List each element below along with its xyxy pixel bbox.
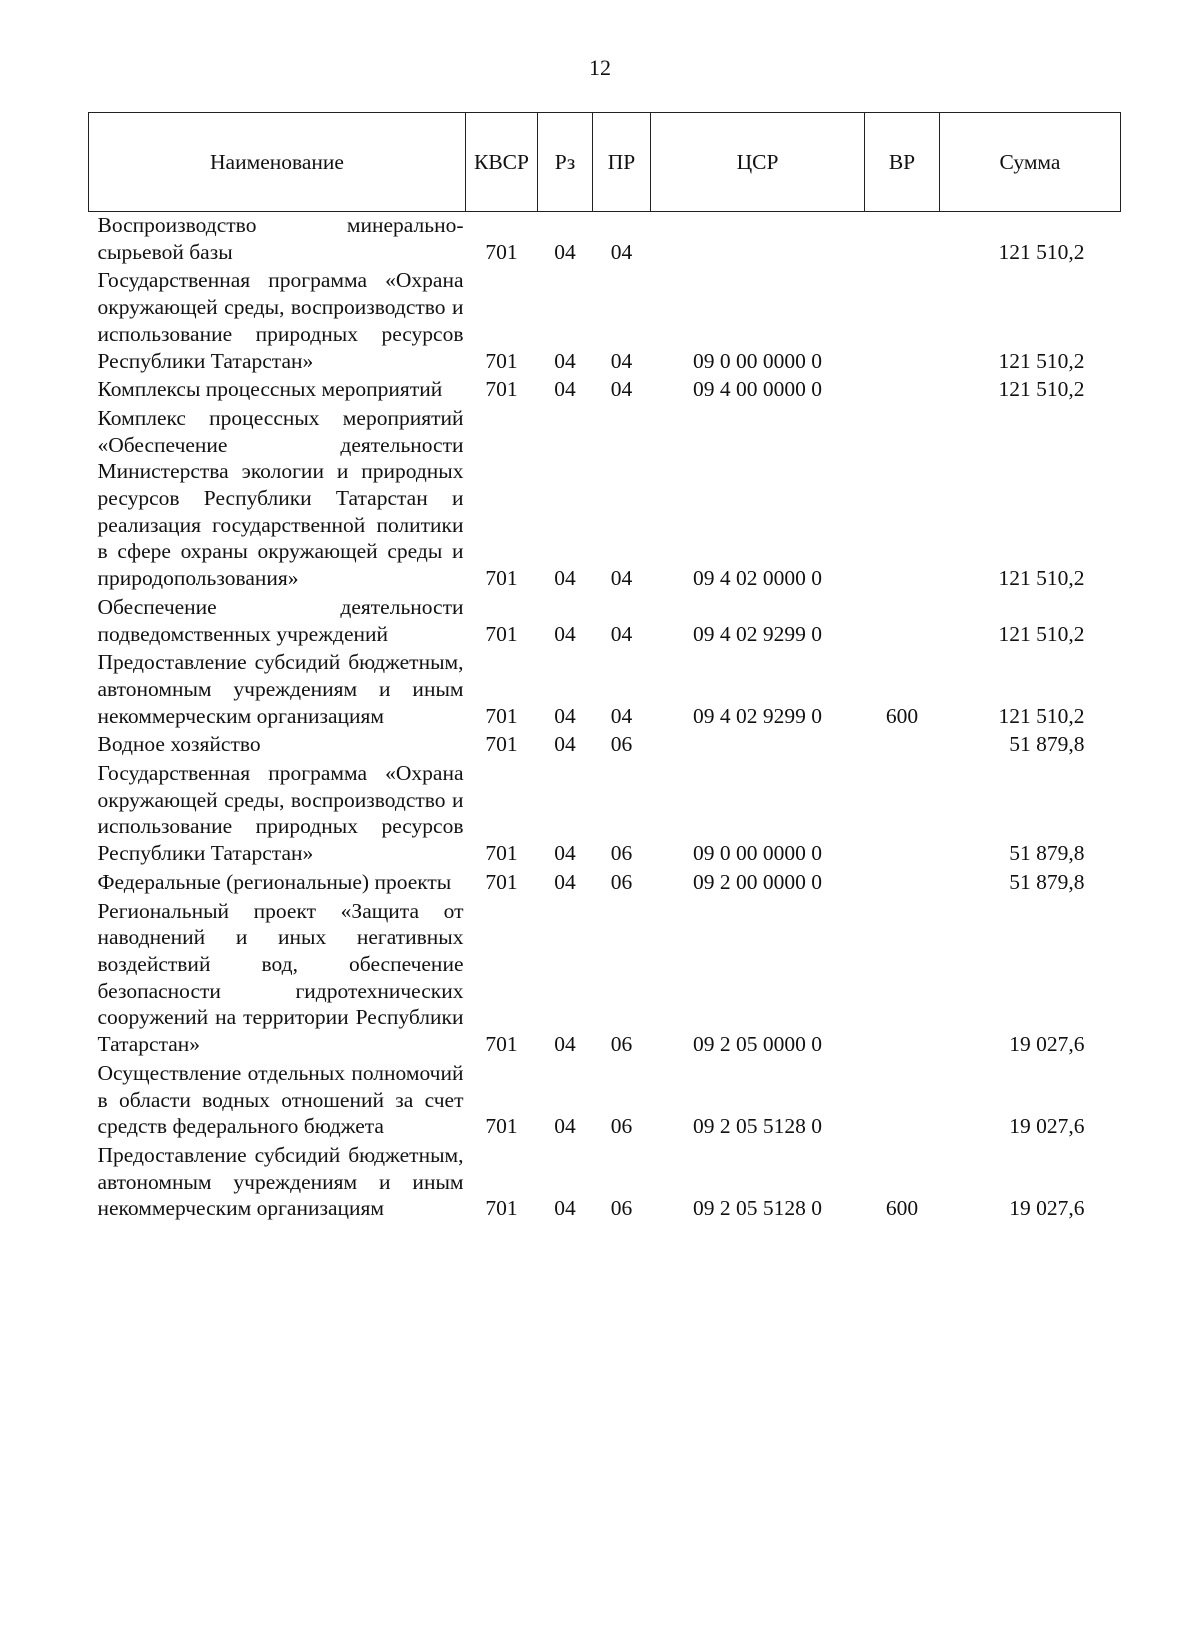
table-row (89, 267, 1121, 376)
cell-kvsr: 701 (485, 869, 518, 894)
cell-rz: 04 (554, 239, 576, 264)
cell-vr (865, 405, 940, 594)
cell-vr (865, 760, 940, 869)
cell-name: Федеральные (региональные) проекты (97, 869, 452, 894)
cell-rz: 04 (554, 869, 576, 894)
cell-kvsr: 701 (485, 239, 518, 264)
cell-pr: 04 (610, 348, 633, 373)
cell-pr: 06 (610, 841, 633, 866)
cell-pr: 04 (610, 377, 633, 402)
cell-kvsr: 701 (485, 348, 518, 373)
cell-kvsr: 701 (485, 703, 518, 728)
cell-csr: 09 4 00 0000 0 (693, 377, 822, 402)
cell-name: Водное хозяйство (97, 732, 261, 757)
cell-sum: 51 879,8 (1009, 841, 1085, 866)
cell-name: Осуществление отдельных полномочий в области водных отношений за счет средств федерального бюджета (97, 1060, 464, 1139)
cell-pr: 04 (610, 621, 633, 646)
cell-kvsr: 701 (485, 841, 518, 866)
table-row (89, 1060, 1121, 1142)
cell-sum: 121 510,2 (998, 348, 1085, 373)
cell-vr (865, 212, 940, 268)
cell-sum: 121 510,2 (998, 621, 1085, 646)
cell-pr: 06 (610, 1032, 633, 1057)
page-number: 12 (589, 55, 611, 80)
cell-name: Предоставление субсидий бюджетным, автономным учреждениям и иным некоммерческим организациям (97, 650, 464, 728)
table-row (89, 1142, 1121, 1224)
cell-kvsr: 701 (485, 621, 518, 646)
cell-rz: 04 (554, 1032, 576, 1057)
cell-sum: 51 879,8 (1009, 732, 1085, 757)
cell-vr (865, 869, 940, 898)
cell-name: Обеспечение деятельности подведомственных учреждений (97, 594, 464, 646)
header-pr: ПР (593, 113, 651, 212)
cell-csr: 09 4 02 9299 0 (693, 621, 822, 646)
cell-csr: 09 2 00 0000 0 (693, 869, 822, 894)
cell-csr: 09 4 02 0000 0 (693, 566, 822, 591)
cell-csr: 09 2 05 0000 0 (693, 1032, 822, 1057)
cell-vr (865, 898, 940, 1060)
cell-sum: 121 510,2 (998, 377, 1085, 402)
cell-csr: 09 0 00 0000 0 (693, 841, 822, 866)
cell-rz: 04 (554, 377, 576, 402)
cell-sum: 51 879,8 (1009, 869, 1085, 894)
cell-kvsr: 701 (485, 566, 518, 591)
cell-name: Государственная программа «Охрана окружающей среды, воспроизводство и использование природных ресурсов Республики Татарстан» (97, 268, 464, 373)
table-row (89, 898, 1121, 1060)
cell-vr: 600 (885, 1196, 919, 1221)
cell-pr: 06 (610, 732, 633, 757)
cell-pr: 04 (610, 703, 633, 728)
table-header (89, 113, 1121, 212)
cell-sum: 19 027,6 (1009, 1196, 1085, 1221)
cell-pr: 06 (610, 1114, 633, 1139)
cell-name: Региональный проект «Защита от наводнений и иных негативных воздействий вод, обеспечение безопасности гидротехнических сооружений на территории Республики Татарстан» (97, 898, 464, 1057)
cell-sum: 19 027,6 (1009, 1114, 1085, 1139)
cell-csr: 09 2 05 5128 0 (693, 1196, 822, 1221)
header-rz: Рз (538, 113, 593, 212)
cell-name: Комплекс процессных мероприятий «Обеспечение деятельности Министерства экологии и природных ресурсов Республики Татарстан и реализация государственной политики в сфере охраны окружающей среды и природопользования» (97, 405, 464, 591)
cell-csr: 09 2 05 5128 0 (693, 1114, 822, 1139)
cell-rz: 04 (554, 841, 576, 866)
cell-pr: 06 (610, 869, 633, 894)
cell-csr (651, 212, 865, 268)
table-row (89, 212, 1121, 268)
cell-rz: 04 (554, 1196, 576, 1221)
table-row (89, 649, 1121, 731)
header-sum: Сумма (940, 113, 1121, 212)
cell-name: Предоставление субсидий бюджетным, автономным учреждениям и иным некоммерческим организациям (97, 1142, 464, 1221)
table-row (89, 376, 1121, 405)
cell-rz: 04 (554, 1114, 576, 1139)
table-row (89, 760, 1121, 869)
cell-vr (865, 594, 940, 649)
cell-pr: 04 (610, 566, 633, 591)
cell-sum: 121 510,2 (998, 566, 1085, 591)
cell-rz: 04 (554, 732, 576, 757)
cell-pr: 04 (610, 239, 633, 264)
cell-rz: 04 (554, 621, 576, 646)
cell-name: Комплексы процессных мероприятий (97, 377, 443, 402)
cell-rz: 04 (554, 566, 576, 591)
cell-csr: 09 0 00 0000 0 (693, 348, 822, 373)
table-body (89, 212, 1121, 1225)
cell-kvsr: 701 (485, 1114, 518, 1139)
cell-kvsr: 701 (485, 1032, 518, 1057)
cell-vr (865, 1060, 940, 1142)
cell-rz: 04 (554, 703, 576, 728)
table-row (89, 405, 1121, 594)
table-row (89, 869, 1121, 898)
cell-vr: 600 (885, 703, 919, 728)
header-csr: ЦСР (651, 113, 865, 212)
cell-kvsr: 701 (485, 732, 518, 757)
cell-pr: 06 (610, 1196, 633, 1221)
cell-name: Государственная программа «Охрана окружающей среды, воспроизводство и использование природных ресурсов Республики Татарстан» (97, 761, 464, 866)
cell-vr (865, 267, 940, 376)
header-name: Наименование (89, 113, 466, 212)
cell-vr (865, 376, 940, 405)
cell-csr (651, 731, 865, 760)
table-row (89, 594, 1121, 649)
cell-kvsr: 701 (485, 1196, 518, 1221)
cell-csr: 09 4 02 9299 0 (693, 703, 822, 728)
cell-rz: 04 (554, 348, 576, 373)
table-row (89, 731, 1121, 760)
header-vr: ВР (865, 113, 940, 212)
budget-table (88, 112, 1121, 1224)
cell-sum: 121 510,2 (998, 239, 1085, 264)
cell-kvsr: 701 (485, 377, 518, 402)
cell-name: Воспроизводство минерально-сырьевой базы (97, 213, 464, 264)
cell-sum: 19 027,6 (1009, 1032, 1085, 1057)
cell-vr (865, 731, 940, 760)
header-kvsr: КВСР (466, 113, 538, 212)
cell-sum: 121 510,2 (998, 703, 1085, 728)
